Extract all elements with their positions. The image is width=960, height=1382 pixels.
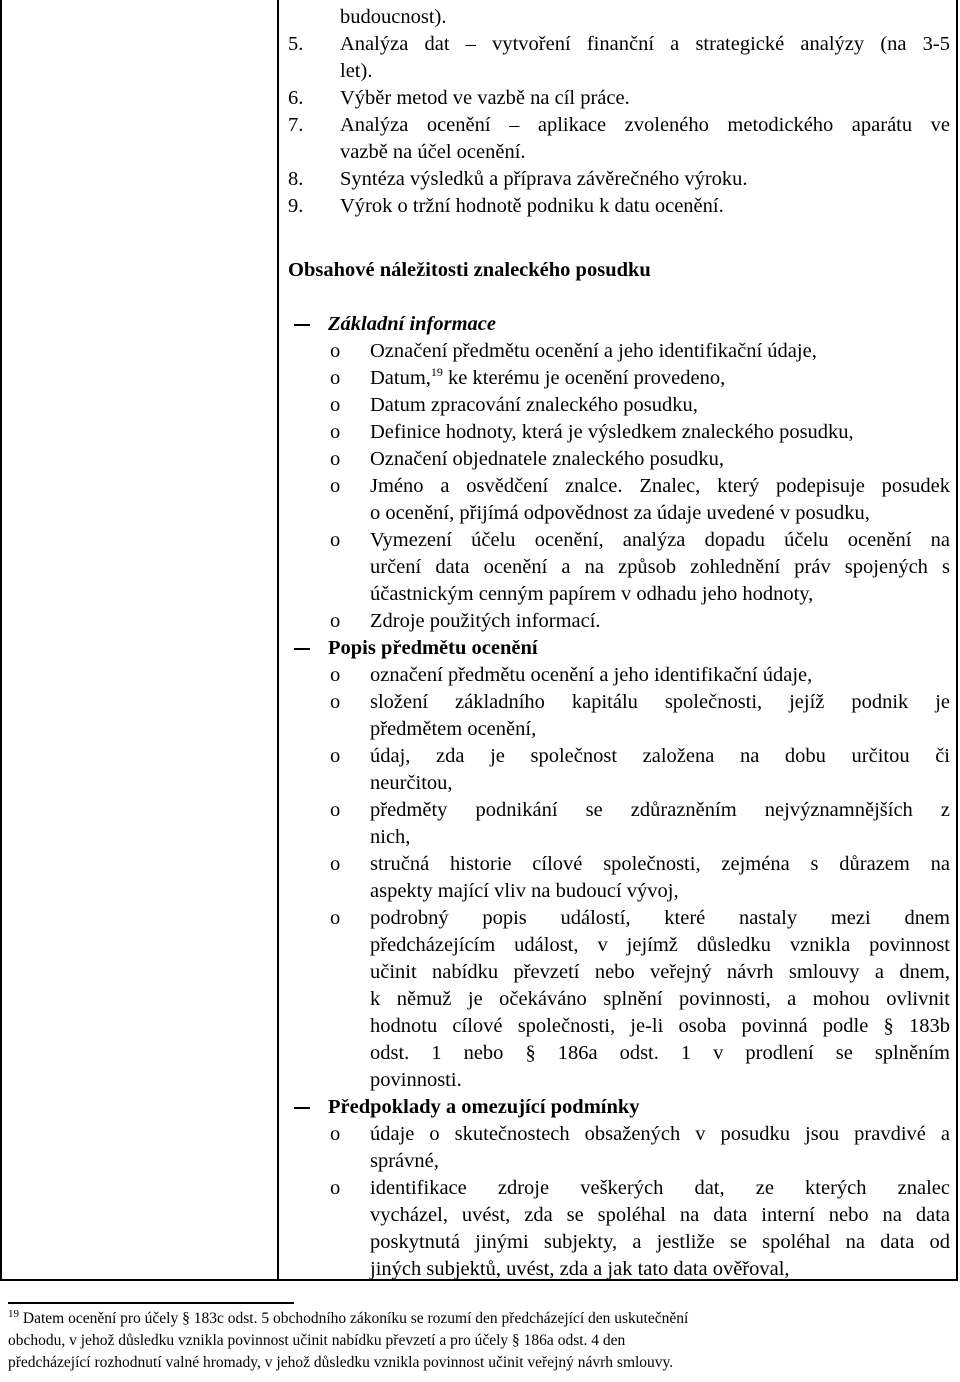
- list-item: [288, 85, 950, 112]
- list-text-continuation: neurčitou,: [370, 772, 453, 794]
- circle-bullet-icon: o: [330, 1123, 341, 1145]
- dash-bullet-icon: [288, 635, 328, 662]
- circle-bullet-icon: o: [330, 394, 341, 416]
- list-item-continuation: budoucnost).: [340, 6, 447, 28]
- circle-bullet-icon: o: [330, 421, 341, 443]
- list-text-continuation: učinit nabídku převzetí nebo veřejný návrh smlouvy a dnem,: [370, 961, 950, 983]
- list-number: 7.: [288, 114, 304, 136]
- circle-bullet-icon: o: [330, 691, 341, 713]
- list-item: [288, 193, 950, 220]
- circle-bullet-icon: o: [330, 610, 341, 632]
- list-text: Jméno a osvědčení znalce. Znalec, který podepisuje posudek: [370, 475, 950, 497]
- list-number: 8.: [288, 168, 304, 190]
- list-text: Výběr metod ve vazbě na cíl práce.: [340, 87, 630, 109]
- list-text: předměty podnikání se zdůrazněním nejvýznamnějších z: [370, 799, 950, 821]
- list-item: [288, 1175, 950, 1202]
- list-text: údaje o skutečnostech obsažených v posudku jsou pravdivé a: [370, 1123, 950, 1145]
- list-item: [288, 905, 950, 932]
- group-heading: Předpoklady a omezující podmínky: [328, 1096, 640, 1118]
- dash-bullet-icon: [288, 1094, 328, 1121]
- circle-bullet-icon: o: [330, 475, 341, 497]
- footnote-text: Datem ocenění pro účely § 183c odst. 5 obchodního zákoníku se rozumí den předcházející den uskutečnění: [22, 1310, 689, 1327]
- list-text-continuation: předmětem ocenění,: [370, 718, 537, 740]
- list-text: Definice hodnoty, která je výsledkem znaleckého posudku,: [370, 421, 854, 443]
- list-item: [288, 473, 950, 500]
- list-text-continuation: odst. 1 nebo § 186a odst. 1 v prodlení se splněním: [370, 1042, 950, 1064]
- circle-bullet-icon: o: [330, 529, 341, 551]
- list-number: 9.: [288, 195, 304, 217]
- footnote-mark: 19: [8, 1307, 19, 1320]
- list-text-continuation: k němuž je očekáváno splnění povinnosti, a mohou ovlivnit: [370, 988, 950, 1010]
- list-item: [288, 851, 950, 878]
- footnote-text: předcházející rozhodnutí valné hromady, v jehož důsledku vznikla povinnost učinit veřejný návrh smlouvy.: [8, 1354, 674, 1371]
- list-text-continuation: hodnotu cílové společnosti, je-li osoba povinná podle § 183b: [370, 1015, 950, 1037]
- footnote-separator: [8, 1302, 294, 1304]
- footnote-reference[interactable]: 19: [430, 365, 443, 380]
- list-text: Analýza dat – vytvoření finanční a strategické analýzy (na 3-5: [340, 33, 950, 55]
- footnote-text: obchodu, v jehož důsledku vznikla povinnost učinit nabídku převzetí a pro účely § 186a odst. 4 den: [8, 1332, 626, 1349]
- section-title: Obsahové náležitosti znaleckého posudku: [288, 259, 651, 281]
- list-item: [288, 527, 950, 554]
- list-text-continuation: povinnosti.: [370, 1069, 462, 1091]
- numbered-list: [288, 4, 950, 220]
- list-item: [288, 662, 950, 689]
- list-text: identifikace zdroje veškerých dat, ze kterých znalec: [370, 1177, 950, 1199]
- list-text-continuation: aspekty mající vliv na budoucí vývoj,: [370, 880, 679, 902]
- list-item: [288, 446, 950, 473]
- datum-prefix: Datum,: [370, 367, 431, 389]
- list-item: [288, 166, 950, 193]
- list-text: Výrok o tržní hodnotě podniku k datu ocenění.: [340, 195, 724, 217]
- dash-bullet-icon: [288, 311, 328, 338]
- list-item-continuation: vazbě na účel ocenění.: [340, 141, 526, 163]
- circle-bullet-icon: o: [330, 448, 341, 470]
- list-item: [288, 743, 950, 770]
- list-text-continuation: nich,: [370, 826, 411, 848]
- list-text-continuation: vycházel, uvést, zda se spoléhal na data interní nebo na data: [370, 1204, 950, 1226]
- group-heading-subject: [288, 635, 950, 662]
- subject-list: [288, 662, 950, 1094]
- list-text-continuation: poskytnutá jinými subjekty, a jestliže se spoléhal na data od: [370, 1231, 950, 1253]
- list-item: [288, 338, 950, 365]
- circle-bullet-icon: o: [330, 853, 341, 875]
- circle-bullet-icon: o: [330, 907, 341, 929]
- list-item: [288, 797, 950, 824]
- list-item: [288, 112, 950, 139]
- list-text: [370, 365, 950, 392]
- circle-bullet-icon: o: [330, 367, 341, 389]
- list-number: 5.: [288, 33, 304, 55]
- list-text: Označení předmětu ocenění a jeho identifikační údaje,: [370, 340, 817, 362]
- footnote: [8, 1308, 948, 1374]
- table-border-left: [0, 0, 2, 1280]
- circle-bullet-icon: o: [330, 1177, 341, 1199]
- list-text: složení základního kapitálu společnosti, jejíž podnik je: [370, 691, 950, 713]
- circle-bullet-icon: o: [330, 745, 341, 767]
- list-text: Vymezení účelu ocenění, analýza dopadu účelu ocenění na: [370, 529, 950, 551]
- list-item: [288, 365, 950, 392]
- datum-rest: ke kterému je ocenění provedeno,: [448, 367, 726, 389]
- group-heading: Základní informace: [328, 313, 496, 335]
- list-item: [288, 689, 950, 716]
- list-text-continuation: správné,: [370, 1150, 439, 1172]
- list-item: [288, 1121, 950, 1148]
- list-item: [288, 608, 950, 635]
- list-text: označení předmětu ocenění a jeho identifikační údaje,: [370, 664, 813, 686]
- list-text: Syntéza výsledků a příprava závěrečného výroku.: [340, 168, 748, 190]
- document-body: [288, 4, 950, 1283]
- list-text-continuation: účastnickým cenným papírem v odhadu jeho hodnoty,: [370, 583, 814, 605]
- list-item: [288, 392, 950, 419]
- list-number: 6.: [288, 87, 304, 109]
- list-text: podrobný popis událostí, které nastaly mezi dnem: [370, 907, 950, 929]
- list-item: [288, 419, 950, 446]
- table-border-right: [956, 0, 958, 1280]
- list-text-continuation: jiných subjektů, uvést, zda a jak tato data ověřoval,: [370, 1258, 790, 1280]
- circle-bullet-icon: o: [330, 664, 341, 686]
- list-item-continuation: let).: [340, 60, 373, 82]
- circle-bullet-icon: o: [330, 799, 341, 821]
- list-text-continuation: o ocenění, přijímá odpovědnost za údaje uvedené v posudku,: [370, 502, 870, 524]
- list-text: Označení objednatele znaleckého posudku,: [370, 448, 725, 470]
- table-column-divider: [277, 0, 279, 1280]
- group-heading-basic: [288, 311, 950, 338]
- circle-bullet-icon: o: [330, 340, 341, 362]
- assumptions-list: [288, 1121, 950, 1283]
- group-heading: Popis předmětu ocenění: [328, 637, 538, 659]
- group-heading-assumptions: [288, 1094, 950, 1121]
- list-text: Zdroje použitých informací.: [370, 610, 601, 632]
- list-text-continuation: předcházejícím událost, v jejímž důsledku vznikla povinnost: [370, 934, 950, 956]
- list-text: Datum zpracování znaleckého posudku,: [370, 394, 698, 416]
- list-item: [288, 31, 950, 58]
- list-text-continuation: určení data ocenění a na způsob zohlednění práv spojených s: [370, 556, 950, 578]
- list-text: stručná historie cílové společnosti, zejména s důrazem na: [370, 853, 950, 875]
- footnote-line: [8, 1308, 948, 1330]
- list-text: Analýza ocenění – aplikace zvoleného metodického aparátu ve: [340, 114, 950, 136]
- list-text: údaj, zda je společnost založena na dobu určitou či: [370, 745, 950, 767]
